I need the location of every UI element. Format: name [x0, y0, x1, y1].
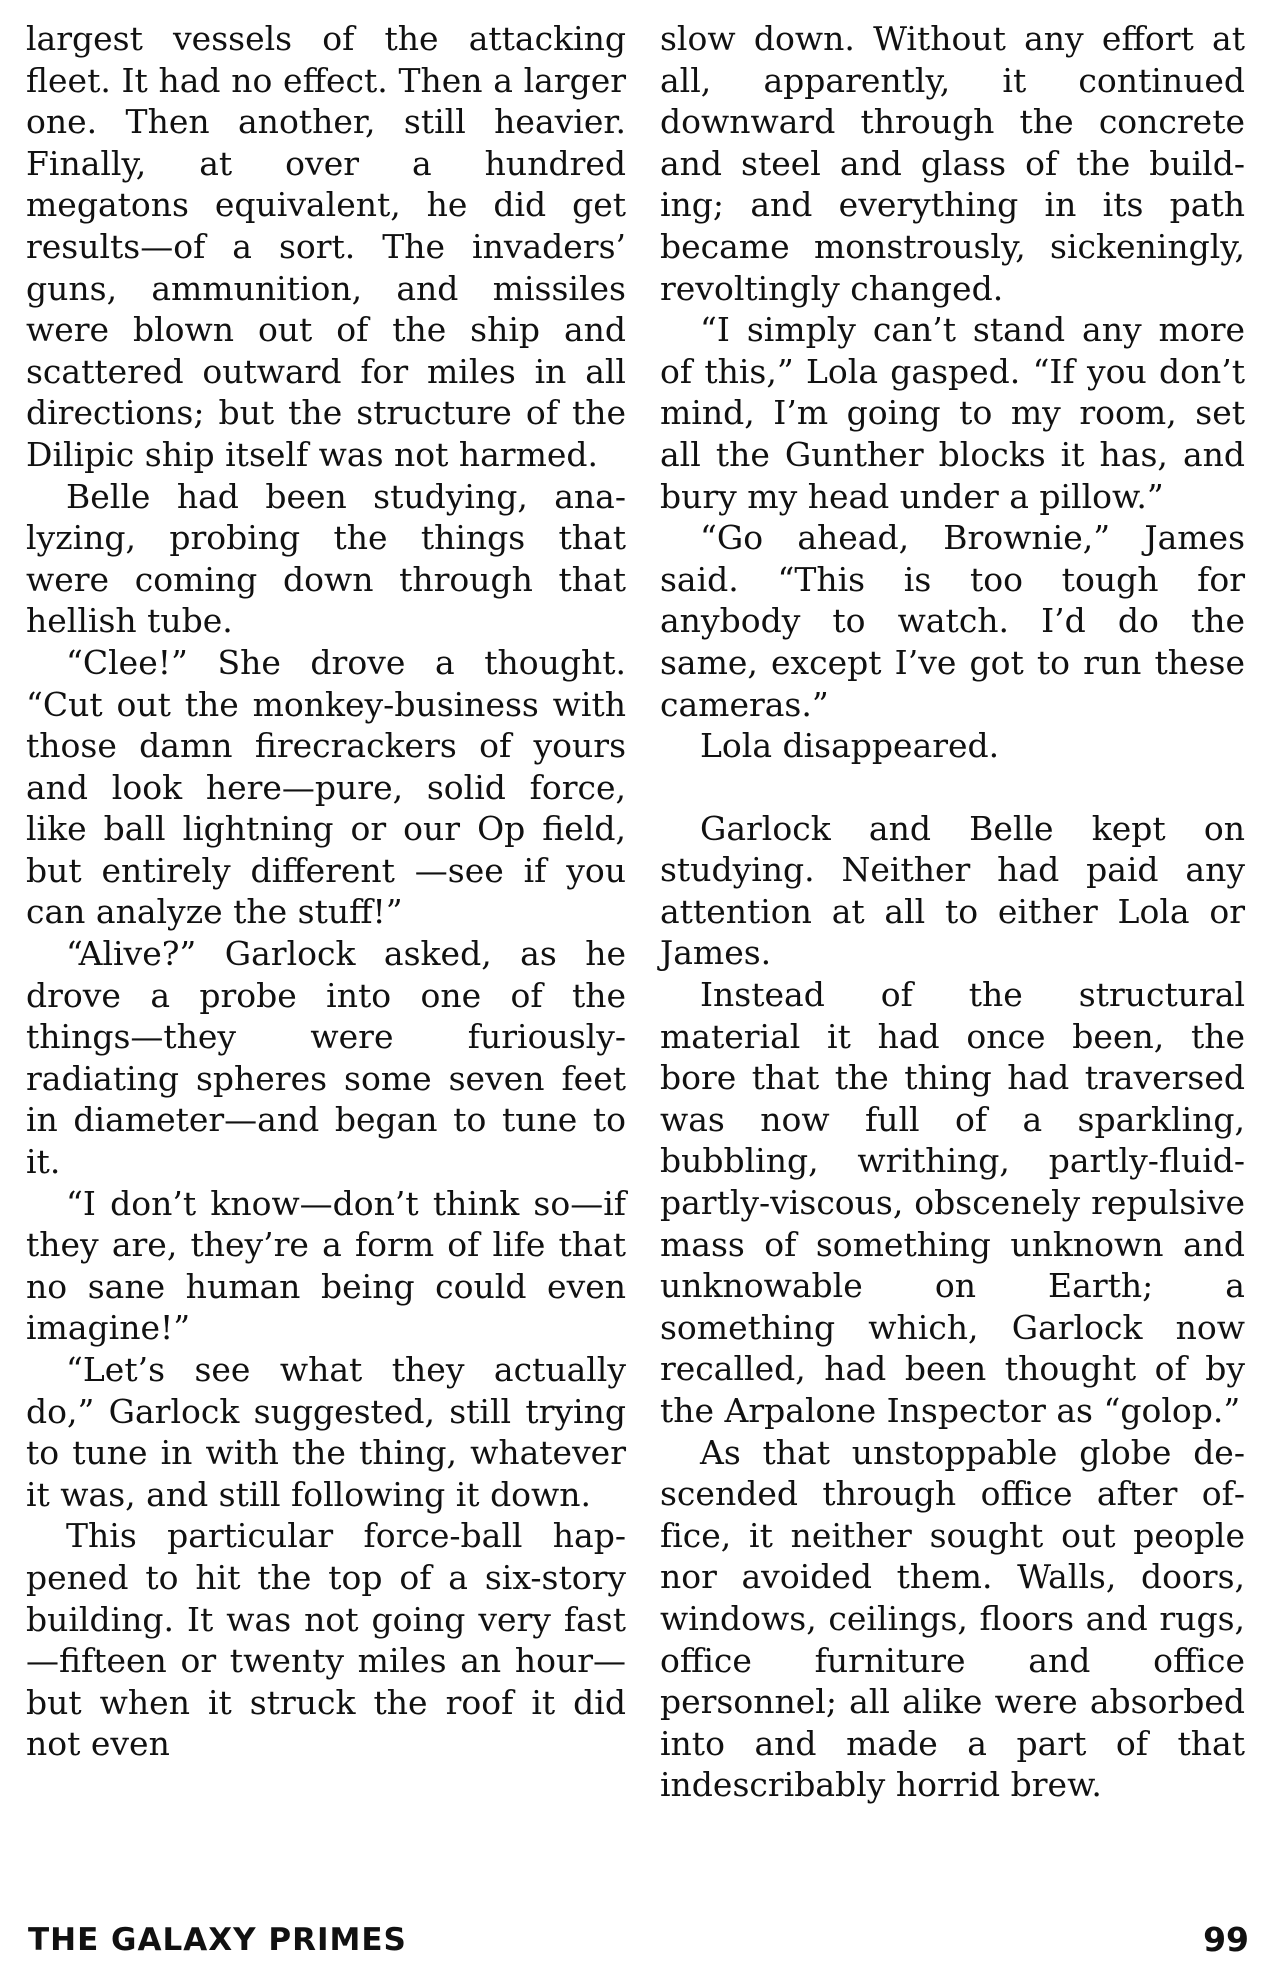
paragraph: “I don’t know—don’t think so—if they are, they’re a form of life that no sane human being could even imagine!”	[26, 1183, 626, 1348]
left-column	[26, 18, 626, 1765]
paragraph: Garlock and Belle kept on studying. Neither had paid any attention at all to either Lola or James.	[660, 808, 1245, 973]
paragraph: Lola disappeared.	[700, 726, 1000, 766]
paragraph: “Alive?” Garlock asked, as he drove a probe into one of the things—they were furiously-radiating spheres some seven feet in diameter—and began to tune to it.	[26, 934, 626, 1182]
paragraph: “Go ahead, Brownie,” James said. “This is too tough for anybody to watch. I’d do the same, except I’ve got to run these cameras.”	[660, 518, 1245, 724]
running-footer-title: THE GALAXY PRIMES	[28, 1922, 407, 1958]
paragraph: Instead of the structural material it had once been, the bore that the thing had traversed was now full of a sparkling, bubbling, writhing, partly-fluid-partly-viscous, obscenely repulsive mass of something unknown and unknowable on Earth; a something which, Garlock now recalled, had been thought of by the Arpalone Inspector as “golop.”	[660, 975, 1245, 1430]
paragraph: slow down. Without any effort at all, apparently, it continued downward through the concrete and steel and glass of the building; and everything in its path became monstrously, sickeningly, revoltingly changed.	[660, 19, 1245, 308]
paragraph: “I simply can’t stand any more of this,” Lola gasped. “If you don’t mind, I’m going to my room, set all the Gunther blocks it has, and bury my head under a pillow.”	[660, 310, 1245, 516]
paragraph: “Clee!” She drove a thought. “Cut out the monkey-business with those damn firecrackers of yours and look here—pure, solid force, like ball lightning or our Op field, but entirely different —see if you can analyze the stuff!”	[26, 642, 626, 932]
paragraph: “Let’s see what they actually do,” Garlock suggested, still trying to tune in with the thing, whatever it was, and still following it down.	[26, 1350, 626, 1514]
page-number: 99	[1203, 1920, 1249, 1959]
paragraph: As that unstoppable globe descended through office after office, it neither sought out people nor avoided them. Walls, doors, windows, ceilings, floors and rugs, office furniture and office personnel; all alike were absorbed into and made a part of that indescribably horrid brew.	[660, 1432, 1245, 1805]
paragraph: This particular force-ball happened to hit the top of a six-story building. It was not going very fast—fifteen or twenty miles an hour—but when it struck the roof it did not even	[26, 1516, 626, 1764]
paragraph: Belle had been studying, analyzing, probing the things that were coming down through that hellish tube.	[26, 476, 626, 641]
paragraph: largest vessels of the attacking fleet. It had no effect. Then a larger one. Then another, still heavier. Finally, at over a hundred megatons equivalent, he did get results—of a sort. The invaders’ guns, ammunition, and missiles were blown out of the ship and scattered outward for miles in all directions; but the structure of the Dilipic ship itself was not harmed.	[26, 19, 626, 474]
right-column	[660, 18, 1245, 1806]
